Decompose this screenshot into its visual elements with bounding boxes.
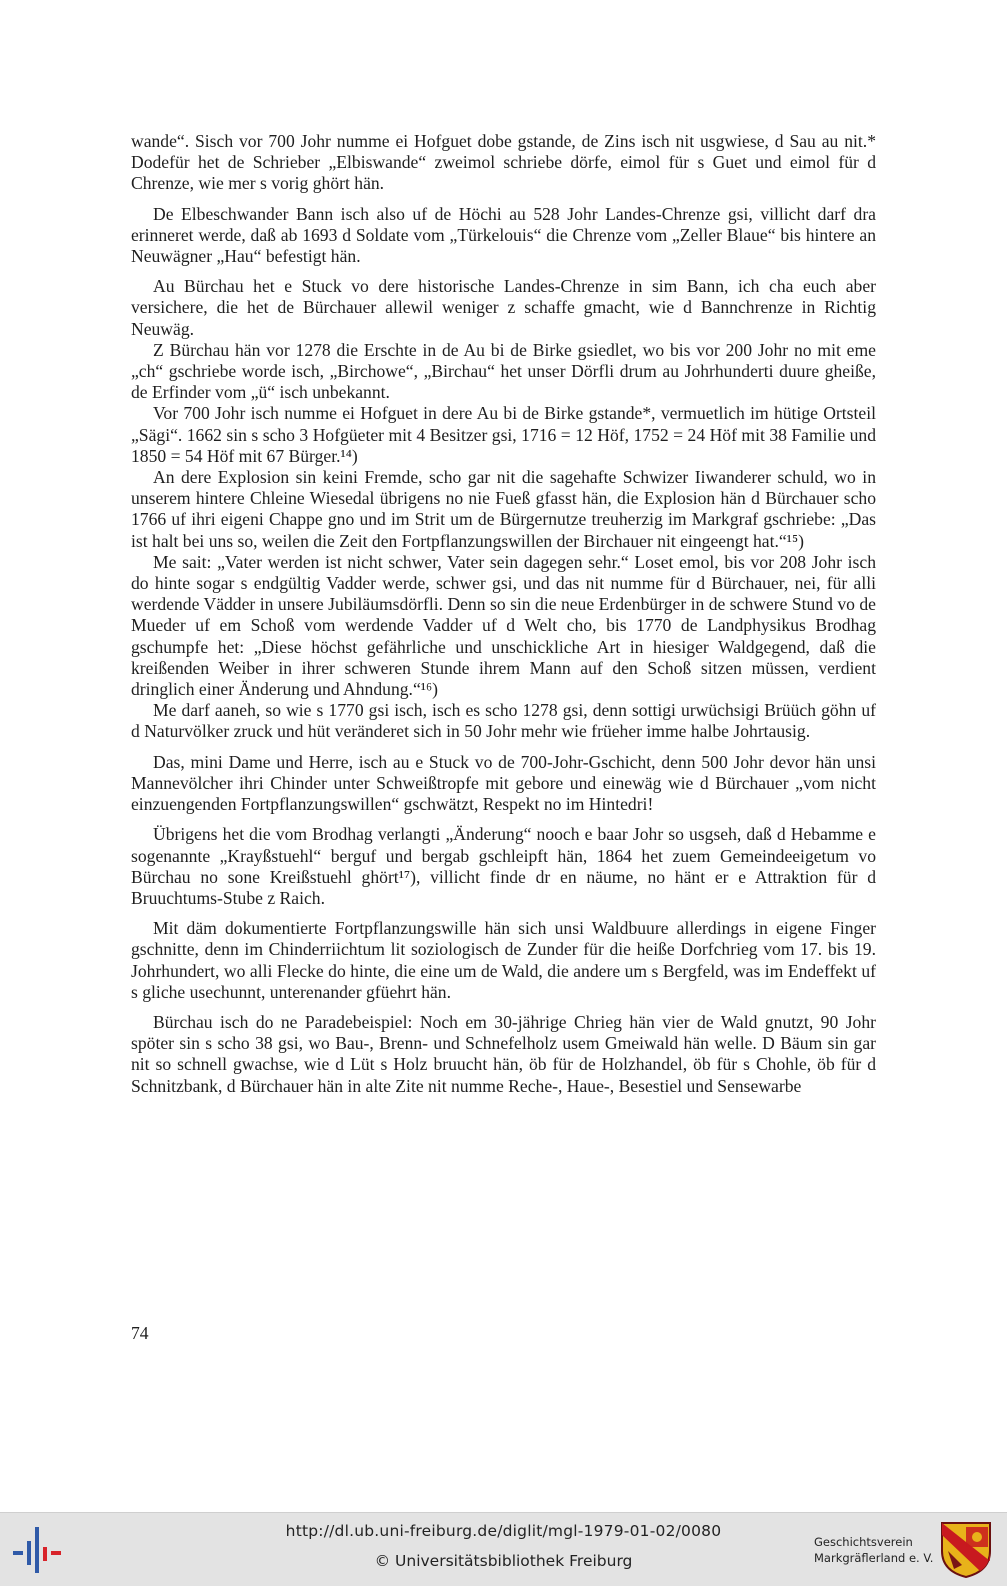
paragraph: Bürchau isch do ne Paradebeispiel: Noch em 30-jährige Chrieg hän vier de Wald gnutzt, 90 Johr spöter sin s scho 38 gsi, wo Bau-, Brenn- und Schnefelholz usem Gmeiwald hän welle. D Bäum sin gar nit so schnell gwachse, wie d Lüt s Holz bruucht hän, öb für de Holzhandel, öb für s Chohle, öb für d Schnitzbank, d Bürchauer hän in alte Zite nit numme Reche-, Haue-, Besestiel und Sensewarbe bbox=[131, 1011, 876, 1096]
paragraph: An dere Explosion sin keini Fremde, scho gar nit die sagehafte Schwizer Iiwanderer schuld, wo in unserem hintere Chleine Wiesedal übrigens no nie Fueß gfasst hän, die Explosion hän d Bürchauer scho 1766 uf ihri eigeni Chappe gno und im Strit um de Bürgernutze treuherzig im Markgraf gschriebe: „Das ist halt bei uns so, weilen die Zeit den Fortpflanzungswillen der Birchauer nit eingeengt hat.“¹⁵) bbox=[131, 467, 876, 551]
paragraph: Au Bürchau het e Stuck vo dere historische Landes-Chrenze in sim Bann, ich cha euch aber versichere, die het de Bürchauer allewil weniger z schaffe gmacht, wie d Bannchrenze in Richtig Neuwäg. bbox=[131, 276, 876, 339]
society-name-line1: Geschichtsverein bbox=[814, 1535, 913, 1549]
paragraph: Übrigens het die vom Brodhag verlangti „Änderung“ nooch e baar Johr so usgseh, daß d Hebamme e sogenannte „Krayßstuehl“ berguf und bergab gschleipft hän, 1864 het zuem Gemeindeeigetum vo Bürchau no sone Kreißstuehl ghört¹⁷), villicht finde dr en näume, no hänt er e Attraktion für d Bruuchtums-Stube z Raich. bbox=[131, 824, 876, 908]
paragraph: Mit däm dokumentierte Fortpflanzungswille hän sich unsi Waldbuure allerdings in eigene Finger gschnitte, denn im Chinderriichtum lit soziologisch de Zunder für die heiße Dorfchrieg vom 17. bis 19. Johrhundert, wo alli Flecke do hinte, die eine um de Wald, die andere um s Bergfeld, was im Endeffekt uf s gliche usechunnt, unterenander gfüehrt hän. bbox=[131, 918, 876, 1002]
paragraph: Me sait: „Vater werden ist nicht schwer, Vater sein dagegen sehr.“ Loset emol, bis vor 208 Johr isch do hinte sogar s endgültig Vadder werde, schwer gsi, und das nit numme für d Bürchauer, nei, für alli werdende Vädder in unsere Jubiläumsdörfli. Denn so sin die neue Erdenbürger in de schwere Stund vo de Mueder uf em Schoß vom werdende Vadder uf d Welt cho, bis 1770 de Landphysikus Brodhag gschumpfe het: „Diese höchst gefährliche und unschickliche Art in hiesiger Waldgegend, daß die kreißenden Weiber in ihrer schweren Stunde ihrem Mann auf den Schoß sitzen müssen, verdient dringlich einer Änderung und Ahndung.“¹⁶) bbox=[131, 551, 876, 700]
society-crest-icon[interactable] bbox=[940, 1521, 992, 1579]
society-name-line2: Markgräflerland e. V. bbox=[814, 1551, 934, 1565]
society-name bbox=[814, 1534, 934, 1566]
copyright-text: © Universitätsbibliothek Freiburg bbox=[374, 1552, 633, 1570]
document-url-link[interactable]: http://dl.ub.uni-freiburg.de/diglit/mgl-1979-01-02/0080 bbox=[285, 1522, 722, 1540]
paragraph: Das, mini Dame und Herre, isch au e Stuck vo de 700-Johr-Gschicht, denn 500 Johr devor hän unsi Mannevölcher ihri Chinder unter Schweißtropfe mit gebore und einewäg wie d Bürchauer „vom nicht einzuengenden Fortpflanzungswillen“ gschwätzt, Respekt no im Hintedri! bbox=[131, 751, 876, 815]
footer-bar bbox=[0, 1512, 1007, 1586]
paragraph: Z Bürchau hän vor 1278 die Erschte in de Au bi de Birke gsiedlet, wo bis vor 200 Johr no mit eme „ch“ gschriebe worde isch, „Birchowe“, „Birchau“ het unser Dörfli drum au Johrhunderti duure gheiße, de Erfinder vom „ü“ isch unbekannt. bbox=[131, 339, 876, 403]
body-text bbox=[131, 131, 876, 1097]
paragraph: De Elbeschwander Bann isch also uf de Höchi au 528 Johr Landes-Chrenze gsi, villicht darf dra erinneret werde, daß ab 1693 d Soldate vom „Türkelouis“ die Chrenze vom „Zeller Blaue“ bis hintere an Neuwägner „Hau“ befestigt hän. bbox=[131, 203, 876, 267]
paragraph: Vor 700 Johr isch numme ei Hofguet in dere Au bi de Birke gstande*, vermuetlich im hütige Ortsteil „Sägi“. 1662 sin s scho 3 Hofgüeter mit 4 Besitzer gsi, 1716 = 12 Höf, 1752 = 24 Höf mit 38 Familie und 1850 = 54 Höf mit 67 Bürger.¹⁴) bbox=[131, 403, 876, 466]
page-number: 74 bbox=[131, 1323, 149, 1343]
paragraph: Me darf aaneh, so wie s 1770 gsi isch, isch es scho 1278 gsi, denn sottigi urwüchsigi Brüüch göhn uf d Naturvölker zruck und hüt veränderet sich in 50 Johr mehr wie früeher imme halbe Johrtausig. bbox=[131, 700, 876, 742]
paragraph: wande“. Sisch vor 700 Johr numme ei Hofguet dobe gstande, de Zins isch nit usgwiese, d Sau au nit.* Dodefür het de Schrieber „Elbiswande“ zweimol schriebe dörfe, eimol für s Guet und eimol für d Chrenze, wie mer s vorig ghört hän. bbox=[131, 131, 876, 194]
